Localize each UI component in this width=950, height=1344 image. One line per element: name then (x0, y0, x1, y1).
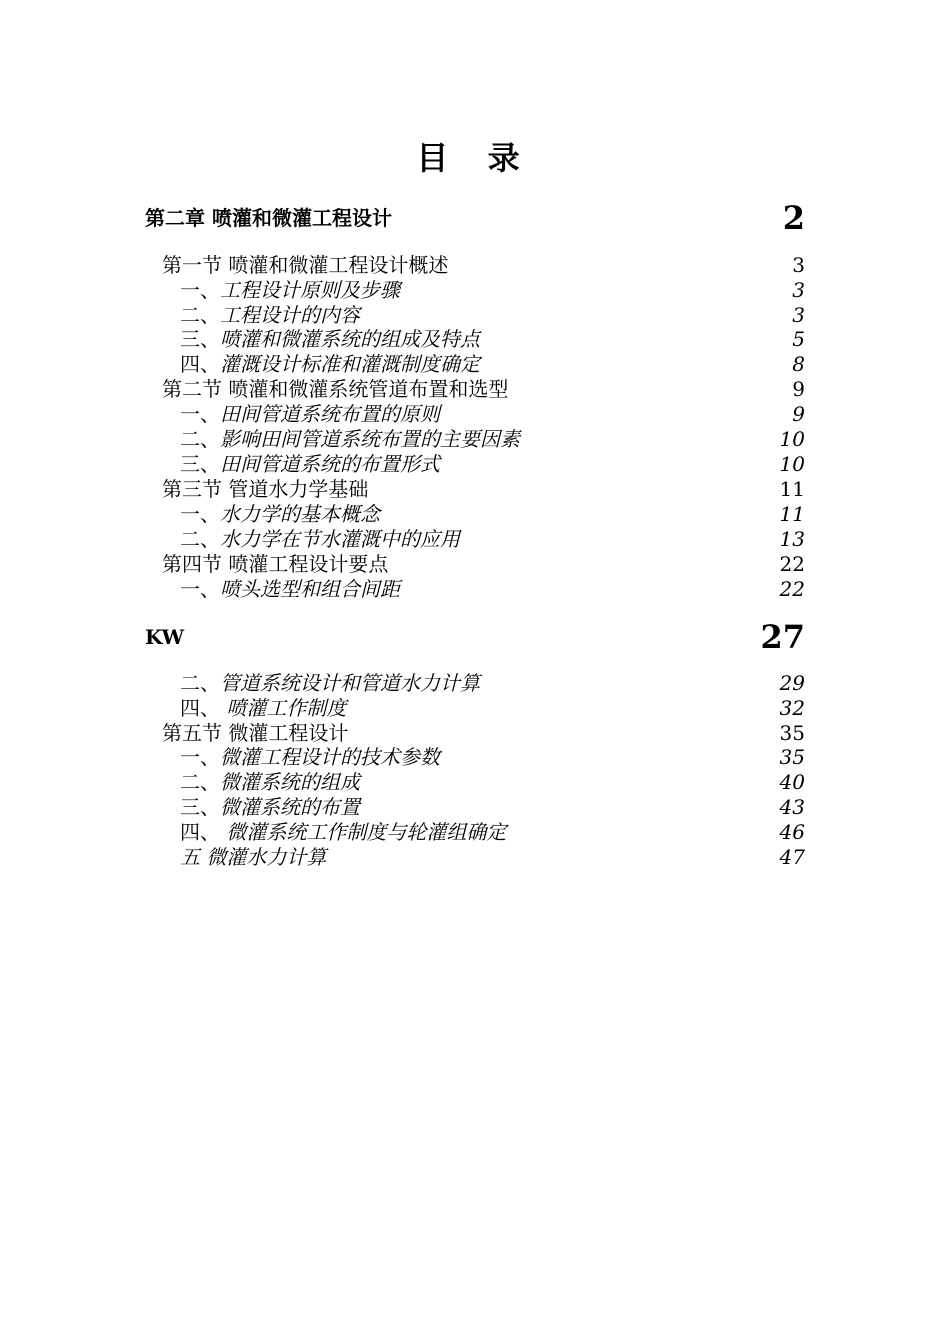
toc-entry-label (180, 577, 400, 602)
toc-entry-number: 三、 (180, 795, 220, 819)
toc-entry-section[interactable] (0, 552, 950, 577)
toc-entry-number: 二、 (180, 770, 220, 794)
toc-entry-label: 第四节 喷灌工程设计要点 (162, 552, 389, 576)
toc-entry-label (180, 696, 346, 721)
toc-entry-item[interactable] (0, 427, 950, 452)
toc-entry-label (180, 770, 360, 795)
toc-entry-item[interactable] (0, 303, 950, 328)
toc-entry-chapter[interactable] (0, 617, 950, 657)
toc-entry-number: 四、 (180, 696, 220, 720)
toc-entry-text: 管道系统设计和管道水力计算 (220, 671, 480, 695)
toc-entry-number: 一、 (180, 278, 220, 302)
toc-entry-section[interactable] (0, 377, 950, 402)
toc-entry-item[interactable] (0, 770, 950, 795)
toc-entry-page-number: 35 (779, 721, 805, 745)
toc-entry-page-number: 13 (779, 527, 805, 551)
toc-entry-text: 喷灌工作制度 (220, 696, 347, 720)
toc-entry-text: 喷灌和微灌系统的组成及特点 (220, 327, 480, 351)
toc-entry-label (180, 527, 460, 552)
toc-entry-page-number: 9 (792, 377, 805, 401)
toc-entry-item[interactable] (0, 845, 950, 870)
toc-entry-label: 第五节 微灌工程设计 (162, 721, 349, 745)
toc-entry-label: 第二章 喷灌和微灌工程设计 (145, 206, 392, 230)
toc-entry-label (180, 745, 440, 770)
toc-entry-text: 喷头选型和组合间距 (220, 577, 400, 601)
toc-entry-item[interactable] (0, 696, 950, 721)
toc-entry-item[interactable] (0, 671, 950, 696)
toc-entry-page-number: 22 (779, 552, 805, 576)
toc-entry-page-number: 2 (782, 199, 805, 237)
toc-entry-page-number: 43 (779, 795, 805, 819)
toc-entry-item[interactable] (0, 745, 950, 770)
toc-entry-number: 一、 (180, 577, 220, 601)
toc-entry-number: 二、 (180, 671, 220, 695)
toc-entry-page-number: 10 (779, 427, 805, 451)
toc-entry-text: 五 微灌水力计算 (180, 845, 327, 869)
toc-entry-item[interactable] (0, 502, 950, 527)
toc-entry-text: 水力学在节水灌溉中的应用 (220, 527, 460, 551)
toc-entry-section[interactable] (0, 253, 950, 278)
toc-entry-page-number: 40 (779, 770, 805, 794)
toc-entry-text: 微灌系统工作制度与轮灌组确定 (220, 820, 507, 844)
toc-entry-page-number: 27 (760, 618, 805, 656)
toc-entry-text: 微灌工程设计的技术参数 (220, 745, 440, 769)
toc-entry-number: 二、 (180, 427, 220, 451)
toc-entry-label (180, 671, 480, 696)
toc-entry-page-number: 3 (792, 253, 805, 277)
toc-entry-number: 三、 (180, 327, 220, 351)
toc-entry-label: 第一节 喷灌和微灌工程设计概述 (162, 253, 449, 277)
toc-entry-item[interactable] (0, 527, 950, 552)
toc-entry-label (180, 352, 480, 377)
toc-entry-text: 水力学的基本概念 (220, 502, 380, 526)
toc-entry-number: 四、 (180, 352, 220, 376)
toc-entry-item[interactable] (0, 795, 950, 820)
toc-entry-item[interactable] (0, 452, 950, 477)
toc-entry-number: 三、 (180, 452, 220, 476)
toc-entry-label (180, 327, 480, 352)
toc-entry-number: 一、 (180, 745, 220, 769)
toc-entry-item[interactable] (0, 402, 950, 427)
toc-entry-item[interactable] (0, 577, 950, 602)
toc-entry-page-number: 22 (779, 577, 805, 601)
toc-entry-chapter[interactable] (0, 198, 950, 238)
toc-entry-page-number: 8 (792, 352, 805, 376)
toc-entry-section[interactable] (0, 721, 950, 746)
toc-entry-label (180, 278, 400, 303)
toc-entry-section[interactable] (0, 477, 950, 502)
toc-entry-page-number: 11 (779, 477, 805, 501)
toc-entry-label: 第二节 喷灌和微灌系统管道布置和选型 (162, 377, 509, 401)
toc-entry-item[interactable] (0, 352, 950, 377)
toc-entry-label (180, 303, 360, 328)
toc-entry-page-number: 5 (792, 327, 805, 351)
toc-entry-text: 田间管道系统的布置形式 (220, 452, 440, 476)
toc-entry-page-number: 29 (779, 671, 805, 695)
toc-entry-label (180, 795, 360, 820)
toc-entry-label: 第三节 管道水力学基础 (162, 477, 369, 501)
toc-entry-page-number: 47 (779, 845, 805, 869)
toc-entry-label: KW (145, 625, 185, 649)
toc-entry-label (180, 402, 440, 427)
toc-entry-page-number: 9 (792, 402, 805, 426)
toc-entry-label (180, 845, 326, 870)
toc-entry-page-number: 35 (779, 745, 805, 769)
toc-entry-page-number: 3 (792, 278, 805, 302)
toc-entry-text: 田间管道系统布置的原则 (220, 402, 440, 426)
toc-entry-number: 一、 (180, 502, 220, 526)
toc-entry-text: 工程设计原则及步骤 (220, 278, 400, 302)
toc-entry-text: 灌溉设计标准和灌溉制度确定 (220, 352, 480, 376)
toc-entry-page-number: 10 (779, 452, 805, 476)
toc-entry-text: 微灌系统的布置 (220, 795, 360, 819)
toc-entry-page-number: 3 (792, 303, 805, 327)
toc-entry-number: 二、 (180, 303, 220, 327)
toc-entry-item[interactable] (0, 327, 950, 352)
toc-entry-item[interactable] (0, 820, 950, 845)
toc-entry-page-number: 32 (779, 696, 805, 720)
toc-entry-label (180, 427, 520, 452)
toc-entry-item[interactable] (0, 278, 950, 303)
toc-entry-page-number: 46 (779, 820, 805, 844)
toc-entry-number: 一、 (180, 402, 220, 426)
toc-entry-label (180, 452, 440, 477)
toc-entry-label (180, 502, 380, 527)
toc-entry-text: 工程设计的内容 (220, 303, 360, 327)
toc-entry-number: 四、 (180, 820, 220, 844)
toc-entry-label (180, 820, 506, 845)
toc-entry-text: 微灌系统的组成 (220, 770, 360, 794)
toc-entry-page-number: 11 (779, 502, 805, 526)
page-title: 目 录 (416, 139, 534, 177)
toc-entry-number: 二、 (180, 527, 220, 551)
toc-entry-text: 影响田间管道系统布置的主要因素 (220, 427, 520, 451)
